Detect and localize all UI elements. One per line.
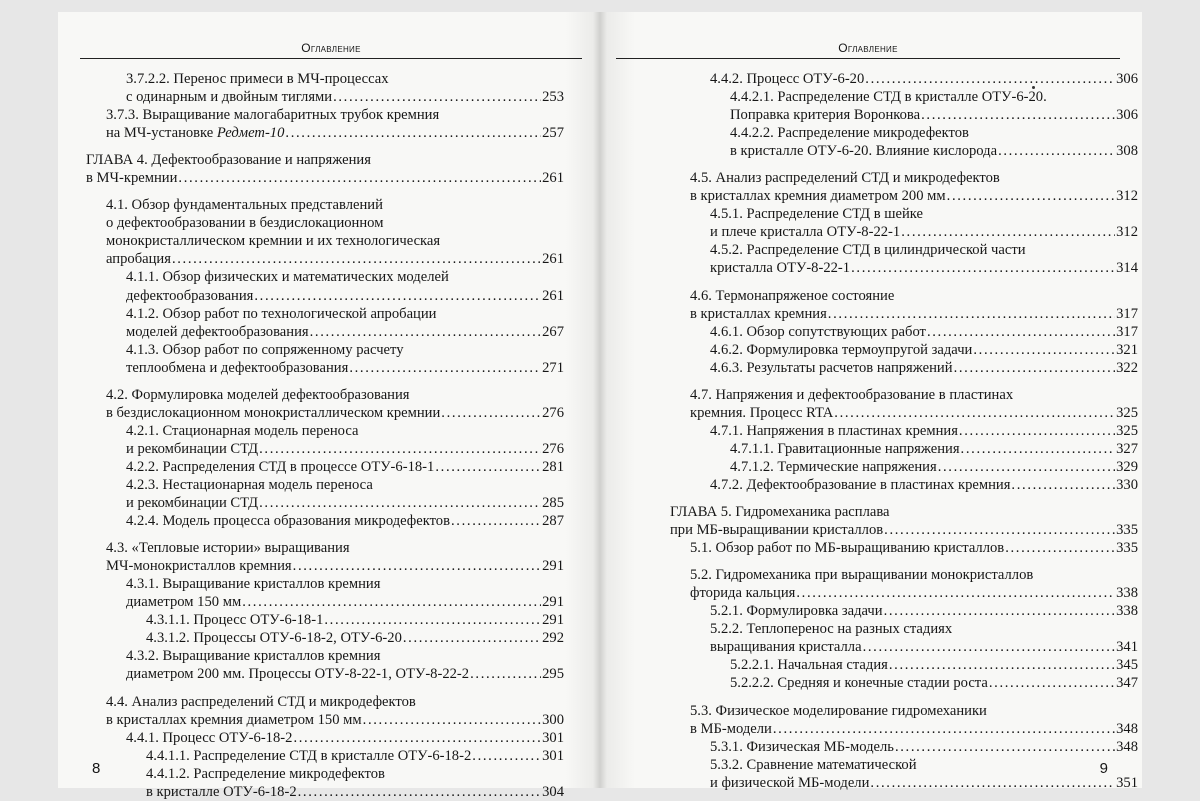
toc-entry-text: 4.4.1.1. Распределение СТД в кристалле ОТУ-6-18-2: [146, 747, 472, 764]
toc-entry-line: о дефектообразовании в бездислокационном: [106, 215, 384, 232]
toc-entry: [670, 241, 1138, 277]
toc-entry-last-line: [126, 287, 564, 305]
toc-entry-last-line: [126, 323, 564, 341]
toc-entry-last-line: [106, 557, 564, 575]
toc-entry: [86, 422, 564, 458]
toc-entry-last-line: [710, 259, 1138, 277]
dot-leader: [333, 88, 541, 106]
toc-entry: [670, 422, 1138, 440]
toc-entry-line: 4.3. «Тепловые истории» выращивания: [106, 540, 350, 557]
toc-page-number: 291: [542, 594, 564, 611]
toc-page-number: 301: [542, 729, 564, 746]
toc-entry: [670, 539, 1138, 557]
toc-entry-line: 4.2.3. Нестационарная модель переноса: [126, 476, 373, 493]
toc-entry-text: моделей дефектообразования: [126, 323, 309, 340]
page-number-right: 9: [1099, 760, 1108, 777]
dot-leader: [865, 70, 1115, 88]
toc-entry-text: диаметром 200 мм. Процессы ОТУ-8-22-1, ОТУ-8-22-2: [126, 666, 470, 683]
toc-entry-last-line: [710, 70, 1138, 88]
italic-term: Редмет-10: [216, 125, 285, 142]
toc-entry-last-line: [690, 584, 1138, 602]
toc-entry-last-line: [690, 404, 1138, 422]
dot-leader: [403, 629, 541, 647]
toc-entry: [86, 539, 564, 575]
toc-entry-text: кристалла ОТУ-8-22-1: [710, 260, 851, 277]
dot-leader: [435, 458, 541, 476]
toc-entry-text: в кристаллах кремния: [690, 305, 827, 322]
toc-entry: [86, 70, 564, 106]
toc-entry-last-line: [710, 422, 1138, 440]
toc-entry-text: 4.7.1.1. Гравитационные напряжения: [730, 440, 960, 457]
toc-entry-last-line: [126, 494, 564, 512]
toc-entry: [86, 765, 564, 801]
toc-entry: [86, 647, 564, 683]
toc-entry-text: 4.4.2. Процесс ОТУ-6-20: [710, 71, 865, 87]
toc-entry-line: 4.1. Обзор фундаментальных представлений: [106, 197, 383, 214]
toc-page-number: 304: [542, 783, 564, 800]
toc-page-number: 306: [1116, 107, 1138, 124]
toc-page-number: 312: [1116, 188, 1138, 205]
toc-entry-last-line: [690, 305, 1138, 323]
dot-leader: [293, 557, 541, 575]
toc-entry: [670, 359, 1138, 377]
toc-entry: [86, 196, 564, 268]
toc-entry-text: в кристалле ОТУ-6-18-2: [146, 783, 297, 800]
dot-leader: [349, 359, 541, 377]
toc-entry-last-line: [126, 729, 564, 747]
toc-page-number: 261: [542, 287, 564, 304]
toc-page-number: 325: [1116, 404, 1138, 421]
toc-entry-line: 4.3.1. Выращивание кристаллов кремния: [126, 576, 381, 593]
dot-leader: [895, 738, 1115, 756]
dot-leader: [259, 494, 541, 512]
toc-page-number: 321: [1116, 341, 1138, 358]
toc-entry-last-line: [146, 747, 564, 765]
toc-entry-last-line: [690, 539, 1138, 557]
toc-entry: [670, 440, 1138, 458]
toc-entry-line: 4.3.2. Выращивание кристаллов кремния: [126, 648, 381, 665]
print-speck: [1032, 86, 1035, 89]
table-of-contents-left: [86, 70, 564, 801]
toc-page-number: 317: [1116, 323, 1138, 340]
toc-entry: [670, 323, 1138, 341]
toc-entry-line: 3.7.2.2. Перенос примеси в МЧ-процессах: [126, 71, 389, 87]
toc-entry-line: монокристаллическом кремнии и их технологическая: [106, 233, 441, 250]
dot-leader: [172, 250, 541, 268]
toc-entry-last-line: [730, 440, 1138, 458]
toc-entry-last-line: [730, 458, 1138, 476]
dot-leader: [947, 187, 1115, 205]
toc-entry-last-line: [670, 521, 1138, 539]
toc-page-number: 276: [542, 440, 564, 457]
toc-entry-last-line: [710, 359, 1138, 377]
dot-leader: [884, 521, 1115, 539]
toc-entry-text: выращивания кристалла: [710, 639, 862, 656]
dot-leader: [834, 404, 1115, 422]
toc-entry-text: 4.3.1.1. Процесс ОТУ-6-18-1: [146, 612, 324, 629]
toc-entry-last-line: [146, 611, 564, 629]
toc-entry-text: 5.2.1. Формулировка задачи: [710, 603, 883, 620]
toc-entry-line: 4.1.3. Обзор работ по сопряженному расчету: [126, 341, 404, 358]
toc-entry: [670, 386, 1138, 422]
toc-page-number: 335: [1116, 540, 1138, 557]
toc-page-number: 285: [542, 495, 564, 512]
toc-page-number: 327: [1116, 440, 1138, 457]
toc-entry-line: 4.4. Анализ распределений СТД и микродефектов: [106, 693, 416, 710]
toc-entry: [670, 169, 1138, 205]
toc-page-number: 291: [542, 612, 564, 629]
toc-entry: [670, 566, 1138, 602]
toc-page-number: 348: [1116, 738, 1138, 755]
toc-entry-text: на МЧ-установке Редмет-10: [106, 125, 285, 142]
dot-leader: [470, 665, 541, 683]
toc-entry-text: и рекомбинации СТД: [126, 440, 259, 457]
toc-entry-text: 5.3.1. Физическая МБ-модель: [710, 738, 894, 755]
toc-entry-text: в кристаллах кремния диаметром 150 мм: [106, 711, 362, 728]
toc-entry-last-line: [126, 665, 564, 683]
toc-entry-last-line: [126, 512, 564, 530]
toc-entry-line: 5.2. Гидромеханика при выращивании монокристаллов: [690, 567, 1034, 584]
dot-leader: [441, 404, 541, 422]
dot-leader: [921, 106, 1115, 124]
toc-entry-line: 4.1.2. Обзор работ по технологической апробации: [126, 305, 437, 322]
toc-entry: [86, 611, 564, 629]
right-page: [600, 12, 1142, 791]
toc-page-number: 348: [1116, 720, 1138, 737]
toc-page-number: 308: [1116, 143, 1138, 160]
toc-page-number: 276: [542, 404, 564, 421]
toc-entry-text: при МБ-выращивании кристаллов: [670, 522, 884, 539]
toc-entry-line: 4.7. Напряжения и дефектообразование в пластинах: [690, 386, 1014, 403]
dot-leader: [796, 584, 1115, 602]
toc-entry-last-line: [126, 458, 564, 476]
toc-entry: [86, 106, 564, 142]
toc-entry-last-line: [690, 720, 1138, 738]
toc-entry: [670, 458, 1138, 476]
toc-page-number: 271: [542, 359, 564, 376]
toc-entry-text: и физической МБ-модели: [710, 774, 870, 791]
toc-entry-line: 5.3.2. Сравнение математической: [710, 756, 917, 773]
toc-entry: [670, 756, 1138, 792]
table-of-contents-right: [670, 70, 1138, 792]
toc-entry-line: 5.3. Физическое моделирование гидромеханики: [690, 702, 987, 719]
dot-leader: [828, 305, 1115, 323]
toc-entry-last-line: [86, 169, 564, 187]
toc-page-number: 287: [542, 513, 564, 530]
toc-page-number: 257: [542, 125, 564, 142]
toc-entry-text: 4.2.4. Модель процесса образования микродефектов: [126, 513, 450, 530]
toc-page-number: 301: [542, 747, 564, 764]
toc-entry-last-line: [126, 440, 564, 458]
toc-page-number: 306: [1116, 71, 1138, 87]
toc-page-number: 261: [542, 170, 564, 187]
toc-entry-line: 4.5.2. Распределение СТД в цилиндрической части: [710, 242, 1026, 259]
toc-entry-last-line: [106, 250, 564, 268]
dot-leader: [927, 323, 1115, 341]
dot-leader: [298, 783, 541, 801]
toc-entry-line: ГЛАВА 5. Гидромеханика расплава: [670, 504, 890, 521]
toc-entry-line: 4.4.1.2. Распределение микродефектов: [146, 765, 385, 782]
toc-entry-last-line: [730, 656, 1138, 674]
toc-entry: [86, 575, 564, 611]
dot-leader: [285, 124, 541, 142]
chapter-entry: [86, 151, 564, 187]
toc-entry: [670, 476, 1138, 494]
toc-entry-last-line: [710, 476, 1138, 494]
toc-entry-text: 4.7.1. Напряжения в пластинах кремния: [710, 422, 958, 439]
dot-leader: [998, 142, 1115, 160]
dot-leader: [954, 359, 1116, 377]
toc-entry-text: фторида кальция: [690, 585, 796, 602]
toc-entry: [670, 88, 1138, 124]
toc-page-number: 261: [542, 251, 564, 268]
dot-leader: [959, 422, 1115, 440]
toc-page-number: 295: [542, 666, 564, 683]
toc-entry-last-line: [710, 602, 1138, 620]
toc-entry-text: в кристалле ОТУ-6-20. Влияние кислорода: [730, 143, 998, 160]
toc-page-number: 330: [1116, 476, 1138, 493]
toc-entry-text: 4.3.1.2. Процессы ОТУ-6-18-2, ОТУ-6-20: [146, 630, 402, 647]
dot-leader: [901, 223, 1115, 241]
toc-entry-last-line: [146, 629, 564, 647]
toc-entry-text: 4.6.1. Обзор сопутствующих работ: [710, 323, 926, 340]
toc-entry-last-line: [126, 359, 564, 377]
dot-leader: [242, 593, 541, 611]
toc-page-number: 291: [542, 558, 564, 575]
toc-entry: [670, 702, 1138, 738]
book-spread: [58, 12, 1142, 800]
toc-entry-text: кремния. Процесс RTA: [690, 404, 834, 421]
toc-entry-last-line: [710, 774, 1138, 792]
toc-entry-last-line: [106, 124, 564, 142]
toc-page-number: 253: [542, 89, 564, 106]
dot-leader: [851, 259, 1115, 277]
toc-page-number: 300: [542, 711, 564, 728]
toc-entry-last-line: [730, 106, 1138, 124]
toc-entry-text: с одинарным и двойным тиглями: [126, 89, 333, 106]
toc-entry-text: в кристаллах кремния диаметром 200 мм: [690, 188, 946, 205]
toc-page-number: 341: [1116, 639, 1138, 656]
dot-leader: [310, 323, 542, 341]
toc-entry-text: теплообмена и дефектообразования: [126, 359, 349, 376]
toc-entry: [86, 341, 564, 377]
toc-page-number: 345: [1116, 657, 1138, 674]
running-head-left: Оглавление: [80, 38, 582, 59]
toc-entry-line: ГЛАВА 4. Дефектообразование и напряжения: [86, 152, 371, 169]
toc-entry: [86, 268, 564, 304]
toc-entry-line: 4.1.1. Обзор физических и математических моделей: [126, 269, 449, 286]
dot-leader: [259, 440, 541, 458]
toc-entry-text: 4.6.3. Результаты расчетов напряжений: [710, 359, 953, 376]
toc-entry: [670, 287, 1138, 323]
toc-entry-last-line: [146, 783, 564, 801]
dot-leader: [472, 747, 541, 765]
toc-entry: [670, 205, 1138, 241]
toc-entry-text: в МБ-модели: [690, 720, 772, 737]
toc-entry-last-line: [730, 674, 1138, 692]
toc-entry-text: МЧ-монокристаллов кремния: [106, 558, 292, 575]
toc-entry-text: 5.2.2.1. Начальная стадия: [730, 657, 888, 674]
toc-entry-line: 4.6. Термонапряженое состояние: [690, 287, 895, 304]
toc-entry-last-line: [106, 711, 564, 729]
dot-leader: [324, 611, 541, 629]
dot-leader: [1011, 476, 1115, 494]
toc-entry: [670, 738, 1138, 756]
toc-entry-last-line: [126, 593, 564, 611]
toc-entry-last-line: [710, 223, 1138, 241]
toc-page-number: 329: [1116, 458, 1138, 475]
toc-page-number: 325: [1116, 422, 1138, 439]
toc-entry-last-line: [710, 738, 1138, 756]
toc-page-number: 338: [1116, 603, 1138, 620]
toc-entry-text: диаметром 150 мм: [126, 594, 242, 611]
toc-entry-line: 4.2. Формулировка моделей дефектообразования: [106, 386, 410, 403]
dot-leader: [293, 729, 541, 747]
toc-entry-line: 4.2.1. Стационарная модель переноса: [126, 422, 359, 439]
dot-leader: [973, 341, 1115, 359]
toc-entry-text: апробация: [106, 251, 171, 268]
toc-page-number: 347: [1116, 675, 1138, 692]
dot-leader: [178, 169, 541, 187]
toc-entry-last-line: [710, 638, 1138, 656]
toc-entry-last-line: [126, 88, 564, 106]
dot-leader: [451, 512, 541, 530]
toc-entry-text: 4.6.2. Формулировка термоупругой задачи: [710, 341, 973, 358]
toc-entry-text: 4.2.2. Распределения СТД в процессе ОТУ-6-18-1: [126, 458, 435, 475]
toc-entry-text: в бездислокационном монокристаллическом кремнии: [106, 404, 441, 421]
toc-entry: [670, 70, 1138, 88]
page-number-left: 8: [92, 760, 101, 777]
toc-entry: [86, 629, 564, 647]
toc-page-number: 292: [542, 630, 564, 647]
toc-entry: [670, 674, 1138, 692]
toc-entry-text: и рекомбинации СТД: [126, 495, 259, 512]
toc-entry-text: и плече кристалла ОТУ-8-22-1: [710, 224, 901, 241]
toc-entry-text: в МЧ-кремнии: [86, 170, 178, 187]
toc-entry-text: 4.4.1. Процесс ОТУ-6-18-2: [126, 729, 293, 746]
dot-leader: [363, 711, 541, 729]
toc-page-number: 322: [1116, 359, 1138, 376]
left-page: [58, 12, 600, 800]
toc-entry-text: 4.7.1.2. Термические напряжения: [730, 458, 937, 475]
toc-entry-line: 3.7.3. Выращивание малогабаритных трубок кремния: [106, 107, 440, 124]
toc-entry: [670, 124, 1138, 160]
toc-entry-last-line: [730, 142, 1138, 160]
toc-entry-line: 4.5.1. Распределение СТД в шейке: [710, 206, 923, 223]
toc-entry-text: дефектообразования: [126, 287, 254, 304]
toc-entry: [86, 458, 564, 476]
toc-entry: [670, 341, 1138, 359]
toc-entry: [86, 386, 564, 422]
toc-entry-text: 5.1. Обзор работ по МБ-выращиванию кристаллов: [690, 540, 1005, 557]
toc-entry-last-line: [710, 341, 1138, 359]
toc-entry: [670, 620, 1138, 656]
toc-page-number: 317: [1116, 305, 1138, 322]
toc-entry: [86, 512, 564, 530]
toc-entry: [86, 729, 564, 747]
dot-leader: [773, 720, 1115, 738]
toc-entry-line: 5.2.2. Теплоперенос на разных стадиях: [710, 621, 953, 638]
dot-leader: [989, 674, 1115, 692]
dot-leader: [938, 458, 1115, 476]
toc-entry: [86, 305, 564, 341]
toc-page-number: 267: [542, 323, 564, 340]
toc-entry: [86, 693, 564, 729]
toc-page-number: 351: [1116, 774, 1138, 791]
toc-page-number: 281: [542, 458, 564, 475]
toc-entry-line: 4.4.2.2. Распределение микродефектов: [730, 125, 969, 142]
toc-entry-last-line: [710, 323, 1138, 341]
toc-page-number: 312: [1116, 224, 1138, 241]
toc-entry-text: 4.7.2. Дефектообразование в пластинах кремния: [710, 476, 1011, 493]
toc-entry-text: Поправка критерия Воронкова: [730, 107, 921, 124]
dot-leader: [889, 656, 1115, 674]
dot-leader: [870, 774, 1115, 792]
toc-entry-line: 4.4.2.1. Распределение СТД в кристалле ОТУ-6-20.: [730, 89, 1047, 106]
dot-leader: [884, 602, 1116, 620]
toc-entry: [670, 656, 1138, 674]
toc-entry: [86, 476, 564, 512]
toc-entry-line: 4.5. Анализ распределений СТД и микродефектов: [690, 170, 1000, 187]
toc-entry-text: 5.2.2.2. Средняя и конечные стадии роста: [730, 675, 988, 692]
toc-page-number: 338: [1116, 585, 1138, 602]
toc-page-number: 335: [1116, 522, 1138, 539]
dot-leader: [863, 638, 1116, 656]
toc-entry: [86, 747, 564, 765]
toc-page-number: 314: [1116, 260, 1138, 277]
dot-leader: [254, 287, 541, 305]
dot-leader: [1005, 539, 1115, 557]
running-head-right: Оглавление: [616, 38, 1120, 59]
toc-entry-last-line: [690, 187, 1138, 205]
toc-entry-last-line: [106, 404, 564, 422]
dot-leader: [961, 440, 1116, 458]
chapter-entry: [670, 503, 1138, 539]
toc-entry: [670, 602, 1138, 620]
